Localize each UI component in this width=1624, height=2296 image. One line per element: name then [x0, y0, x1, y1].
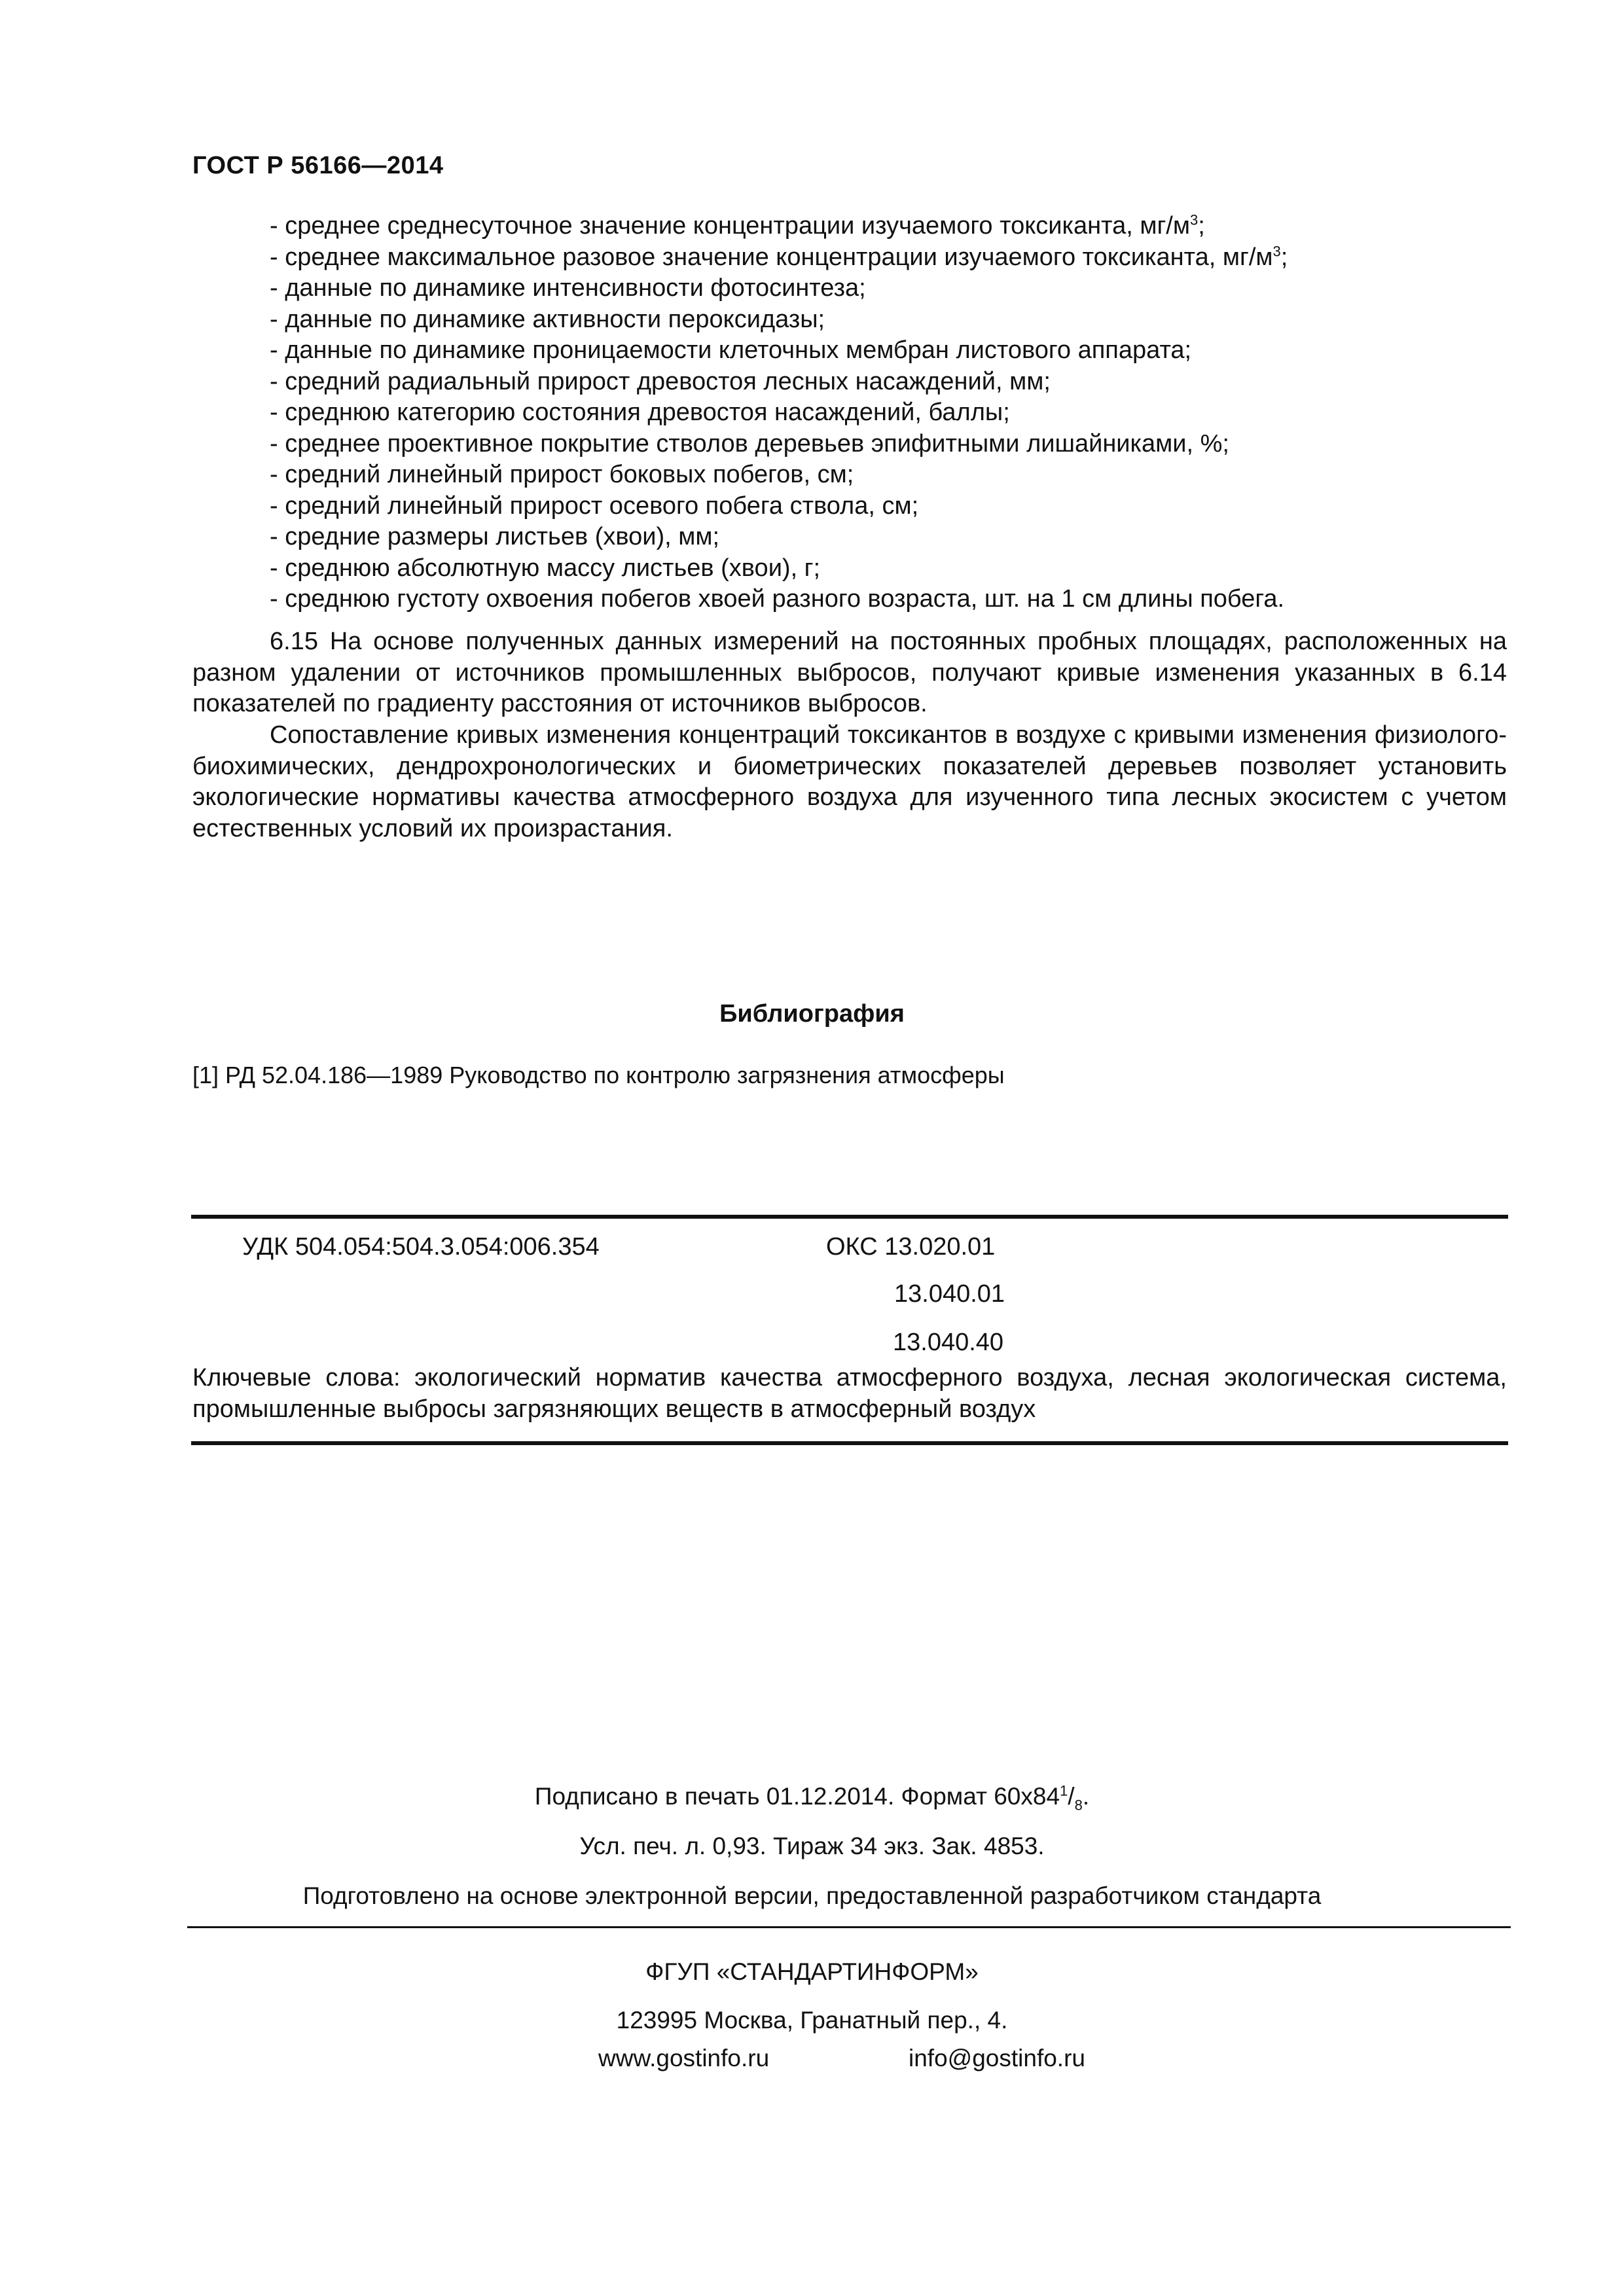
- list-item: - средний линейный прирост осевого побега ствола, см;: [270, 492, 919, 520]
- publisher-email: info@gostinfo.ru: [909, 2045, 1085, 2072]
- list-item: - данные по динамике проницаемости клеточных мембран листового аппарата;: [270, 336, 1192, 364]
- publisher-website: www.gostinfo.ru: [598, 2045, 770, 2072]
- oks-code: 13.040.01: [894, 1280, 1005, 1308]
- list-item: - среднюю категорию состояния древостоя насаждений, баллы;: [270, 399, 1010, 426]
- paragraph-comparison: Сопоставление кривых изменения концентраций токсикантов в воздухе с кривыми изменения физиолого-биохимических, дендрохронологических и биометрических показателей деревьев позволяет установить экологические нормативы качества атмосферного воздуха для изученного типа лесных экосистем с учетом естественных условий их произрастания.: [192, 721, 1507, 842]
- publisher-address: 123995 Москва, Гранатный пер., 4.: [616, 2007, 1008, 2034]
- imprint-print-info: Усл. печ. л. 0,93. Тираж 34 экз. Зак. 4853.: [579, 1833, 1045, 1859]
- imprint-prepared: Подготовлено на основе электронной версии, предоставленной разработчиком стандарта: [302, 1882, 1322, 1909]
- keywords: Ключевые слова: экологический норматив качества атмосферного воздуха, лесная экологическая система, промышленные выбросы загрязняющих веществ в атмосферный воздух: [192, 1364, 1507, 1423]
- list-item: - средний линейный прирост боковых побегов, см;: [270, 461, 854, 488]
- list-item: - среднюю густоту охвоения побегов хвоей разного возраста, шт. на 1 см длины побега.: [270, 585, 1285, 613]
- udk-code: УДК 504.054:504.3.054:006.354: [242, 1233, 600, 1261]
- imprint-rule: [187, 1926, 1511, 1928]
- classification-bottom-rule: [191, 1441, 1508, 1445]
- oks-code: ОКС 13.020.01: [826, 1233, 996, 1261]
- classification-top-rule: [191, 1215, 1508, 1219]
- publisher-name: ФГУП «СТАНДАРТИНФОРМ»: [645, 1958, 979, 1985]
- list-item: - среднее максимальное разовое значение концентрации изучаемого токсиканта, $мг/м^3$;: [270, 242, 1288, 271]
- oks-code: 13.040.40: [893, 1329, 1004, 1356]
- imprint-signed: Подписано в печать 01.12.2014. Формат $60х84^1/_8$.: [534, 1782, 1090, 1814]
- document-number-header: ГОСТ Р 56166—2014: [192, 152, 444, 179]
- list-item: - данные по динамике интенсивности фотосинтеза;: [270, 274, 866, 302]
- bibliography-item: [1] РД 52.04.186—1989 Руководство по контролю загрязнения атмосферы: [192, 1062, 1005, 1088]
- list-item: - средний радиальный прирост древостоя лесных насаждений, мм;: [270, 367, 1051, 395]
- bibliography-title: Библиография: [719, 1000, 905, 1028]
- list-item: - среднее среднесуточное значение концентрации изучаемого токсиканта, $мг/м^3$;: [270, 211, 1205, 240]
- list-item: - средние размеры листьев (хвои), мм;: [270, 523, 720, 550]
- list-item: - данные по динамике активности пероксидазы;: [270, 305, 825, 333]
- list-item: - среднее проективное покрытие стволов деревьев эпифитными лишайниками, %;: [270, 429, 1229, 457]
- list-item: - среднюю абсолютную массу листьев (хвои), г;: [270, 554, 821, 582]
- paragraph-6-15: 6.15 На основе полученных данных измерений на постоянных пробных площадях, расположенных на разном удалении от источников промышленных выбросов, получают кривые изменения указанных в 6.14 показателей по градиенту расстояния от источников выбросов.: [192, 628, 1507, 717]
- indicator-list: [270, 211, 1513, 615]
